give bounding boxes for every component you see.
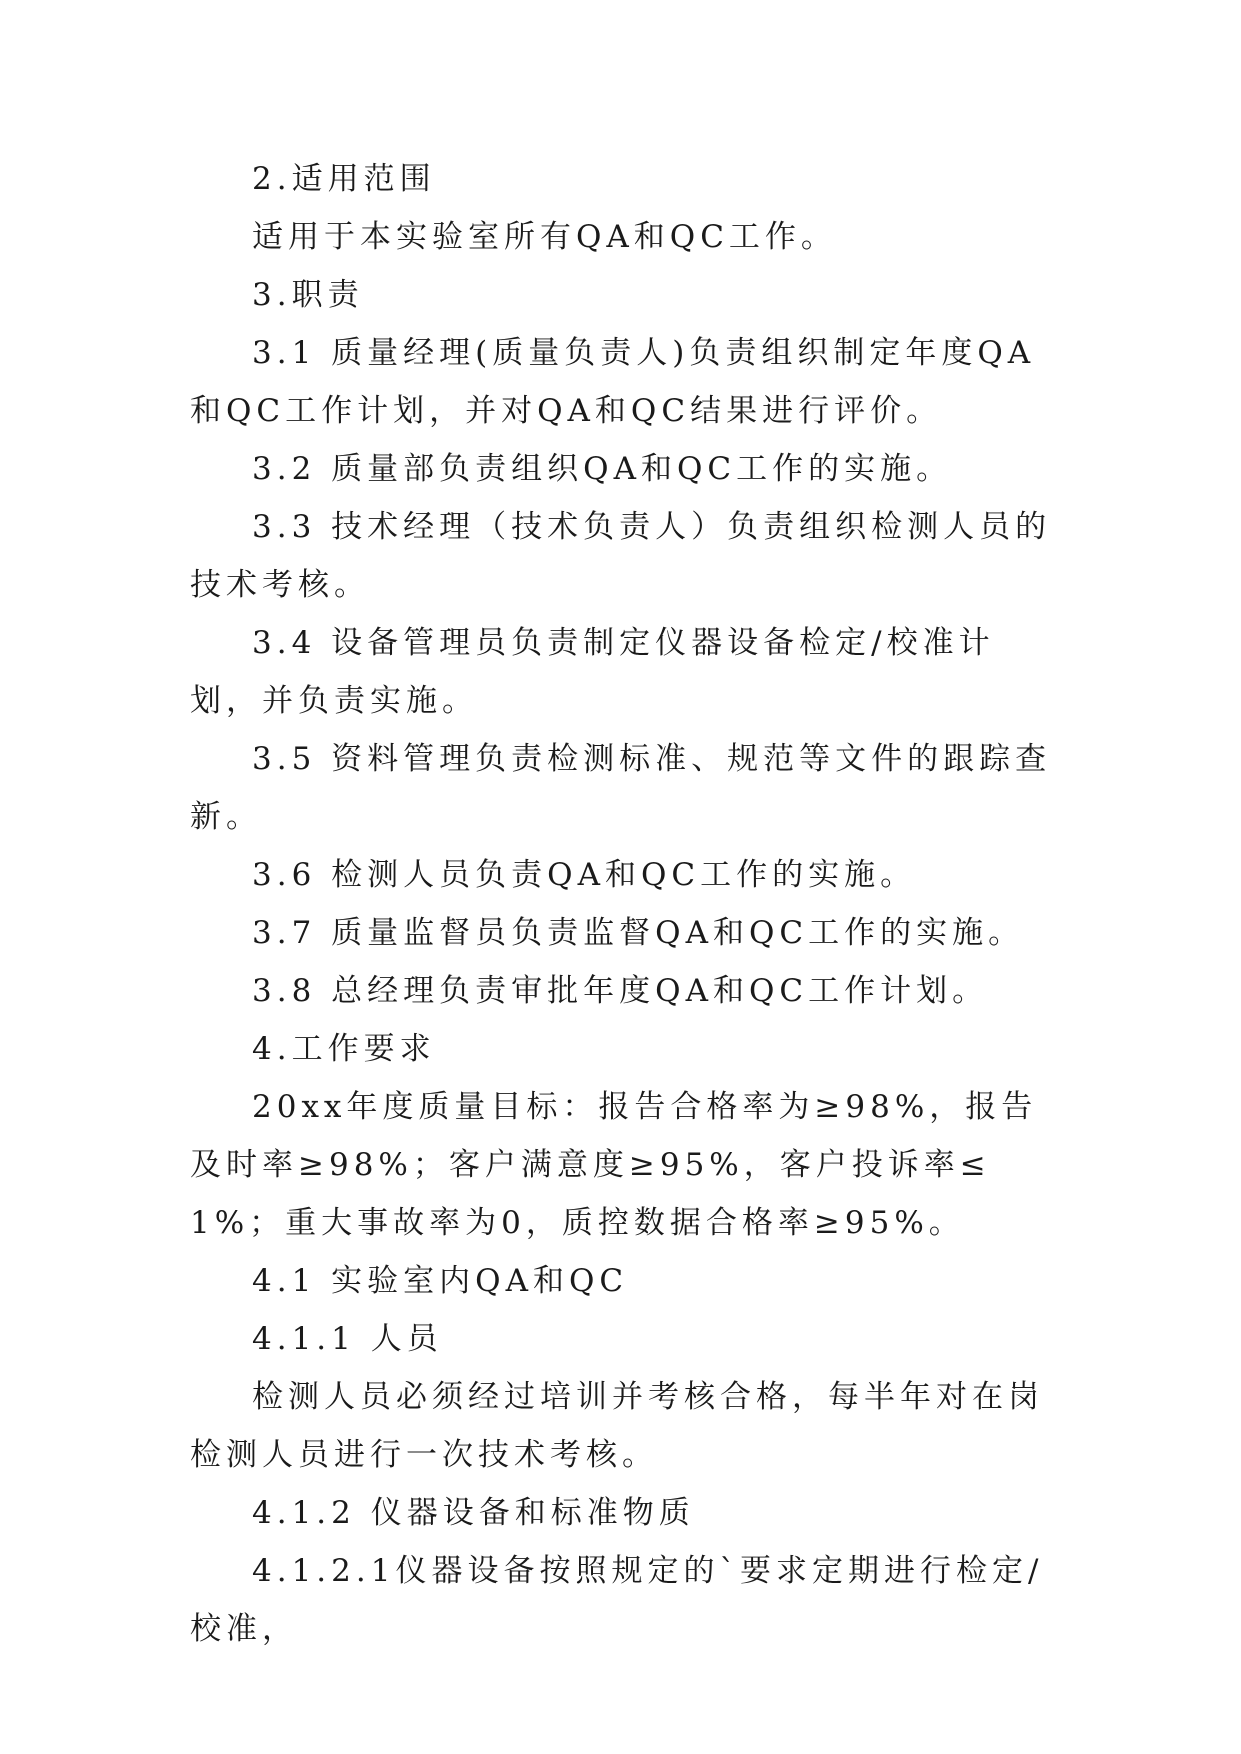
paragraph-3-3: 3.3 技术经理（技术负责人）负责组织检测人员的技术考核。 — [190, 509, 1052, 603]
paragraph-3-2: 3.2 质量部负责组织QA和QC工作的实施。 — [252, 451, 953, 487]
heading-responsibilities: 3.职责 — [252, 277, 364, 313]
heading-4-1-2: 4.1.2 仪器设备和标准物质 — [252, 1495, 695, 1531]
document-body — [190, 150, 1065, 1658]
paragraph-personnel: 检测人员必须经过培训并考核合格，每半年对在岗检测人员进行一次技术考核。 — [190, 1379, 1044, 1473]
paragraph-3-5: 3.5 资料管理负责检测标准、规范等文件的跟踪查新。 — [190, 741, 1052, 835]
paragraph-quality-targets: 20xx年度质量目标：报告合格率为≥98%，报告及时率≥98%；客户满意度≥95%，客户投诉率≤1%；重大事故率为0，质控数据合格率≥95%。 — [190, 1089, 1038, 1241]
heading-4-1: 4.1 实验室内QA和QC — [252, 1263, 629, 1299]
paragraph-3-6: 3.6 检测人员负责QA和QC工作的实施。 — [252, 857, 917, 893]
heading-work-requirements: 4.工作要求 — [252, 1031, 436, 1067]
paragraph-3-7: 3.7 质量监督员负责监督QA和QC工作的实施。 — [252, 915, 1025, 951]
paragraph-4-1-2-1: 4.1.2.1仪器设备按照规定的`要求定期进行检定/校准， — [190, 1553, 1044, 1647]
paragraph-scope-text: 适用于本实验室所有QA和QC工作。 — [252, 219, 837, 255]
paragraph-3-8: 3.8 总经理负责审批年度QA和QC工作计划。 — [252, 973, 989, 1009]
paragraph-3-4: 3.4 设备管理员负责制定仪器设备检定/校准计划，并负责实施。 — [190, 625, 995, 719]
paragraph-3-1: 3.1 质量经理(质量负责人)负责组织制定年度QA和QC工作计划，并对QA和QC结果进行评价。 — [190, 335, 1036, 429]
heading-4-1-1: 4.1.1 人员 — [252, 1321, 443, 1357]
heading-scope: 2.适用范围 — [252, 161, 436, 197]
